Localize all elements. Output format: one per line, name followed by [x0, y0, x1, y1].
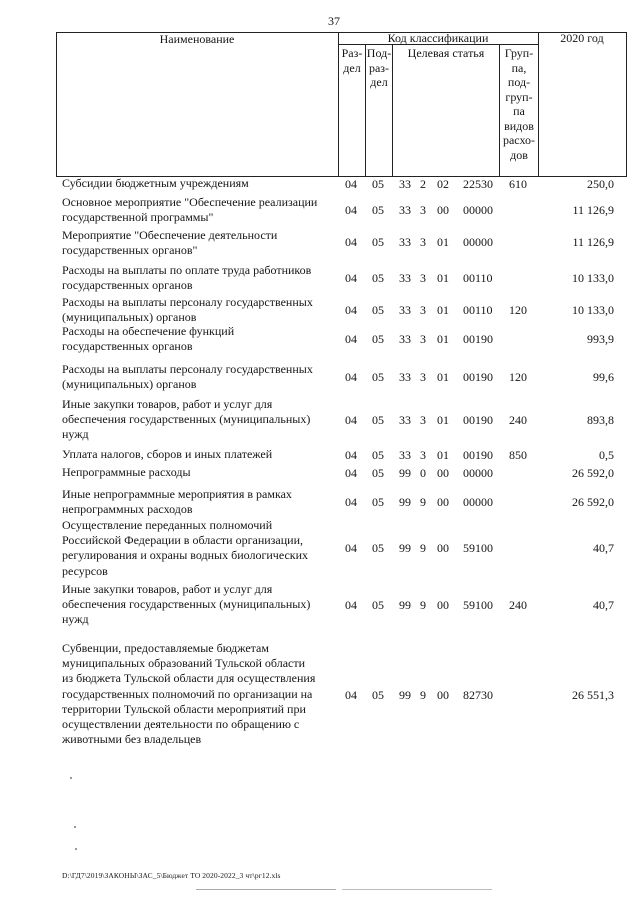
row-name-line: государственных полномочий по организации на: [62, 686, 313, 701]
row-name: [62, 487, 337, 517]
row-name-line: Иные закупки товаров, работ и услуг для: [62, 582, 273, 596]
celevaya-statya-event-cell: 01: [437, 303, 449, 317]
row-name-line: осуществлении деятельности по обращению с: [62, 717, 300, 732]
row-name: [62, 195, 337, 225]
row-name: [62, 263, 337, 293]
row-name: [62, 176, 337, 191]
podrazdel-cell: 05: [372, 177, 384, 191]
celevaya-statya-direction-cell: 59100: [463, 541, 493, 555]
row-name-line: государственных органов: [62, 278, 193, 293]
celevaya-statya-event-cell: 01: [437, 448, 449, 462]
celevaya-statya-type-cell: 9: [420, 598, 426, 612]
header-divider-gruppa: [538, 32, 539, 177]
celevaya-statya-direction-cell: 59100: [463, 598, 493, 612]
razdel-cell: 04: [345, 271, 357, 285]
celevaya-statya-type-cell: 3: [420, 332, 426, 346]
celevaya-statya-type-cell: 9: [420, 495, 426, 509]
footer-rule: [196, 889, 336, 890]
celevaya-statya-type-cell: 0: [420, 466, 426, 480]
podrazdel-cell: 05: [372, 303, 384, 317]
celevaya-statya-direction-cell: 00190: [463, 370, 493, 384]
row-name-line: нужд: [62, 612, 89, 627]
celevaya-statya-type-cell: 9: [420, 541, 426, 555]
row-name-line: из бюджета Тульской области для осуществления: [62, 671, 316, 686]
row-name-line: обеспечения государственных (муниципальных): [62, 412, 311, 427]
celevaya-statya-program-cell: 33: [399, 448, 411, 462]
celevaya-statya-type-cell: 3: [420, 370, 426, 384]
row-name-line: Мероприятие "Обеспечение деятельности: [62, 228, 278, 242]
celevaya-statya-direction-cell: 82730: [463, 688, 493, 702]
table-header: [0, 0, 640, 180]
footer-file-path: D:\ГД7\2019\ЗАКОНЫ\ЗАС_5\Бюджет ТО 2020-2022_3 чт\рг12.xls: [62, 871, 281, 880]
celevaya-statya-program-cell: 99: [399, 466, 411, 480]
razdel-cell: 04: [345, 688, 357, 702]
header-razdel: Раз- дел: [341, 46, 363, 75]
celevaya-statya-event-cell: 01: [437, 370, 449, 384]
gruppa-cell: 850: [509, 448, 527, 462]
header-right-border: [626, 32, 627, 177]
razdel-cell: 04: [345, 370, 357, 384]
amount-cell: 0,5: [599, 448, 614, 462]
celevaya-statya-event-cell: 01: [437, 413, 449, 427]
celevaya-statya-program-cell: 99: [399, 495, 411, 509]
celevaya-statya-event-cell: 01: [437, 235, 449, 249]
podrazdel-cell: 05: [372, 688, 384, 702]
celevaya-statya-program-cell: 99: [399, 688, 411, 702]
row-name: [62, 518, 337, 579]
celevaya-statya-program-cell: 33: [399, 203, 411, 217]
celevaya-statya-program-cell: 33: [399, 235, 411, 249]
podrazdel-cell: 05: [372, 271, 384, 285]
razdel-cell: 04: [345, 413, 357, 427]
razdel-cell: 04: [345, 466, 357, 480]
celevaya-statya-type-cell: 3: [420, 235, 426, 249]
row-name-line: Иные закупки товаров, работ и услуг для: [62, 397, 273, 411]
celevaya-statya-direction-cell: 00190: [463, 332, 493, 346]
celevaya-statya-direction-cell: 00110: [463, 271, 493, 285]
razdel-cell: 04: [345, 303, 357, 317]
celevaya-statya-direction-cell: 00190: [463, 413, 493, 427]
celevaya-statya-direction-cell: 00110: [463, 303, 493, 317]
row-name: [62, 324, 337, 354]
razdel-cell: 04: [345, 448, 357, 462]
celevaya-statya-event-cell: 00: [437, 466, 449, 480]
celevaya-statya-type-cell: 3: [420, 303, 426, 317]
header-kod-klassifikacii: Код классификации: [387, 31, 489, 45]
header-year: 2020 год: [560, 31, 604, 45]
page-number: 37: [328, 14, 340, 28]
celevaya-statya-event-cell: 01: [437, 271, 449, 285]
celevaya-statya-type-cell: 3: [420, 448, 426, 462]
celevaya-statya-program-cell: 33: [399, 177, 411, 191]
amount-cell: 40,7: [593, 541, 614, 555]
row-name-line: территории Тульской области мероприятий при: [62, 701, 306, 716]
celevaya-statya-program-cell: 33: [399, 370, 411, 384]
header-naimenovanie: Наименование: [159, 32, 235, 46]
gruppa-cell: 120: [509, 303, 527, 317]
amount-cell: 10 133,0: [572, 271, 614, 285]
row-name-line: муниципальных образований Тульской области: [62, 656, 306, 671]
row-name-line: государственных органов: [62, 339, 193, 354]
header-podrazdel: Под- раз- дел: [366, 46, 392, 89]
podrazdel-cell: 05: [372, 495, 384, 509]
row-name-line: Непрограммные расходы: [62, 465, 191, 479]
podrazdel-cell: 05: [372, 203, 384, 217]
razdel-cell: 04: [345, 598, 357, 612]
amount-cell: 99,6: [593, 370, 614, 384]
razdel-cell: 04: [345, 235, 357, 249]
row-name-line: регулирования и охраны водных биологических: [62, 548, 309, 563]
row-name-line: Расходы на обеспечение функций: [62, 324, 235, 338]
amount-cell: 40,7: [593, 598, 614, 612]
celevaya-statya-program-cell: 33: [399, 332, 411, 346]
row-name: [62, 465, 337, 480]
row-name-line: Осуществление переданных полномочий: [62, 518, 273, 532]
row-name-line: животными без владельцев: [62, 732, 202, 747]
celevaya-statya-direction-cell: 00000: [463, 495, 493, 509]
celevaya-statya-event-cell: 00: [437, 203, 449, 217]
scan-speck: [70, 777, 72, 779]
footer-rule: [342, 889, 492, 890]
row-name-line: нужд: [62, 427, 89, 442]
row-name-line: Расходы на выплаты персоналу государственных: [62, 362, 313, 376]
celevaya-statya-program-cell: 99: [399, 541, 411, 555]
header-celevaya-statya: Целевая статья: [407, 46, 485, 60]
celevaya-statya-type-cell: 3: [420, 413, 426, 427]
row-name: [62, 295, 337, 325]
razdel-cell: 04: [345, 177, 357, 191]
row-name-line: Основное мероприятие "Обеспечение реализации: [62, 195, 318, 209]
row-name: [62, 362, 337, 392]
header-gruppa: Груп- па, под- груп- па видов расхо- дов: [502, 46, 536, 162]
celevaya-statya-program-cell: 33: [399, 303, 411, 317]
celevaya-statya-type-cell: 3: [420, 271, 426, 285]
row-name-line: ресурсов: [62, 563, 108, 578]
celevaya-statya-direction-cell: 00000: [463, 203, 493, 217]
razdel-cell: 04: [345, 495, 357, 509]
gruppa-cell: 610: [509, 177, 527, 191]
amount-cell: 26 551,3: [572, 688, 614, 702]
celevaya-statya-event-cell: 00: [437, 598, 449, 612]
celevaya-statya-direction-cell: 00190: [463, 448, 493, 462]
gruppa-cell: 240: [509, 598, 527, 612]
gruppa-cell: 240: [509, 413, 527, 427]
amount-cell: 26 592,0: [572, 495, 614, 509]
amount-cell: 11 126,9: [572, 235, 614, 249]
amount-cell: 10 133,0: [572, 303, 614, 317]
celevaya-statya-event-cell: 01: [437, 332, 449, 346]
celevaya-statya-type-cell: 9: [420, 688, 426, 702]
podrazdel-cell: 05: [372, 598, 384, 612]
row-name-line: Расходы на выплаты персоналу государственных: [62, 295, 313, 309]
row-name-line: государственных органов": [62, 243, 198, 258]
row-name-line: Российской Федерации в области организации,: [62, 533, 304, 548]
razdel-cell: 04: [345, 332, 357, 346]
celevaya-statya-event-cell: 00: [437, 495, 449, 509]
amount-cell: 993,9: [587, 332, 614, 346]
row-name-line: (муниципальных) органов: [62, 377, 197, 392]
row-name-line: Расходы на выплаты по оплате труда работников: [62, 263, 312, 277]
celevaya-statya-program-cell: 99: [399, 598, 411, 612]
row-name: [62, 397, 337, 443]
podrazdel-cell: 05: [372, 466, 384, 480]
celevaya-statya-direction-cell: 22530: [463, 177, 493, 191]
row-name-line: непрограммных расходов: [62, 502, 193, 517]
amount-cell: 250,0: [587, 177, 614, 191]
row-name-line: (муниципальных) органов: [62, 310, 197, 325]
amount-cell: 26 592,0: [572, 466, 614, 480]
celevaya-statya-program-cell: 33: [399, 271, 411, 285]
podrazdel-cell: 05: [372, 541, 384, 555]
celevaya-statya-type-cell: 2: [420, 177, 426, 191]
gruppa-cell: 120: [509, 370, 527, 384]
celevaya-statya-program-cell: 33: [399, 413, 411, 427]
celevaya-statya-event-cell: 02: [437, 177, 449, 191]
celevaya-statya-event-cell: 00: [437, 541, 449, 555]
podrazdel-cell: 05: [372, 448, 384, 462]
amount-cell: 11 126,9: [572, 203, 614, 217]
header-left-border: [56, 32, 57, 177]
row-name: [62, 641, 337, 747]
celevaya-statya-type-cell: 3: [420, 203, 426, 217]
scan-speck: [74, 826, 76, 828]
row-name: [62, 582, 337, 628]
header-divider-podrazdel: [392, 44, 393, 177]
scan-speck: [75, 848, 77, 850]
razdel-cell: 04: [345, 203, 357, 217]
row-name-line: обеспечения государственных (муниципальных): [62, 597, 311, 612]
celevaya-statya-direction-cell: 00000: [463, 466, 493, 480]
podrazdel-cell: 05: [372, 332, 384, 346]
row-name-line: Субсидии бюджетным учреждениям: [62, 176, 249, 190]
razdel-cell: 04: [345, 541, 357, 555]
row-name: [62, 228, 337, 258]
amount-cell: 893,8: [587, 413, 614, 427]
row-name: [62, 447, 337, 462]
row-name-line: Субвенции, предоставляемые бюджетам: [62, 641, 269, 655]
row-name-line: Иные непрограммные мероприятия в рамках: [62, 487, 292, 501]
podrazdel-cell: 05: [372, 413, 384, 427]
row-name-line: Уплата налогов, сборов и иных платежей: [62, 447, 273, 461]
podrazdel-cell: 05: [372, 370, 384, 384]
celevaya-statya-direction-cell: 00000: [463, 235, 493, 249]
celevaya-statya-event-cell: 00: [437, 688, 449, 702]
row-name-line: государственной программы": [62, 210, 214, 225]
podrazdel-cell: 05: [372, 235, 384, 249]
